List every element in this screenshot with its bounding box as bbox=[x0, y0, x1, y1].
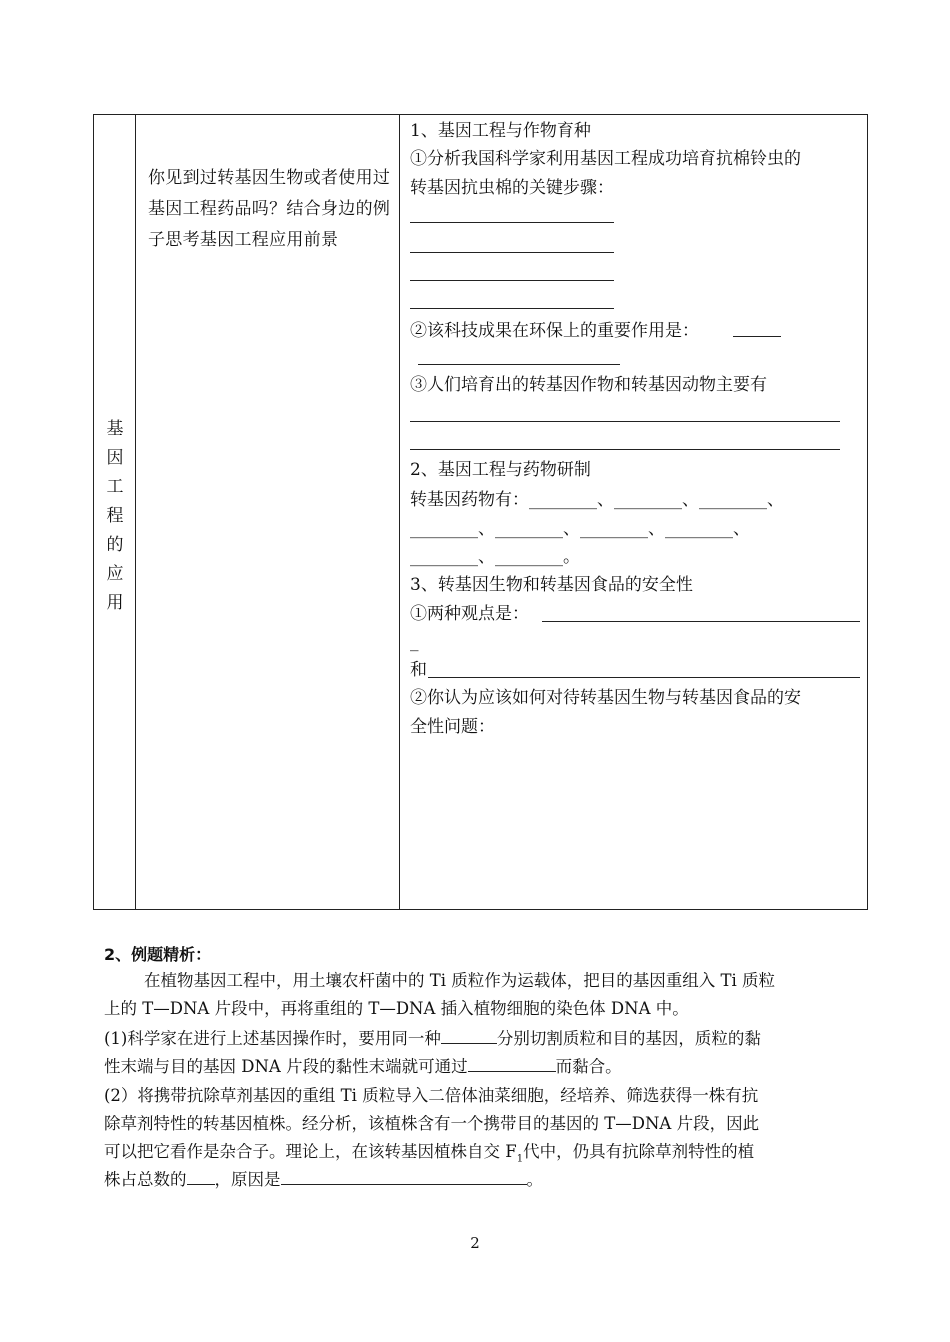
section-3-title: 3、转基因生物和转基因食品的安全性 bbox=[410, 575, 693, 595]
q1-text-d: 而黏合。 bbox=[555, 1057, 622, 1076]
topic-char: 的 bbox=[106, 535, 124, 555]
topic-char: 基 bbox=[106, 419, 124, 439]
section-1-title: 1、基因工程与作物育种 bbox=[410, 121, 591, 141]
answer-blank[interactable] bbox=[410, 280, 614, 281]
topic-char: 用 bbox=[106, 593, 124, 613]
q2-subscript: 1 bbox=[516, 1153, 524, 1165]
question-column bbox=[136, 115, 400, 909]
example-question-1-line2 bbox=[104, 1053, 852, 1081]
answer-blank[interactable] bbox=[441, 1027, 497, 1044]
example-question-2-line2: 除草剂特性的转基因植株。经分析，该植株含有一个携带目的基因的 T—DNA 片段，因此 bbox=[104, 1114, 760, 1133]
topic-char: 应 bbox=[106, 564, 124, 584]
q2-text-3a: 可以把它看作是杂合子。理论上，在该转基因植株自交 F bbox=[104, 1142, 517, 1161]
answer-blank[interactable] bbox=[468, 1055, 556, 1072]
s2-drugs-line2: ________、________、________、________、 bbox=[410, 519, 750, 539]
topic-char: 工 bbox=[106, 477, 124, 497]
answer-blank[interactable] bbox=[187, 1168, 215, 1185]
example-question-2-line1: (2）将携带抗除草剂基因的重组 Ti 质粒导入二倍体油菜细胞，经培养、筛选获得一株有抗 bbox=[104, 1086, 759, 1105]
example-question-1-line1 bbox=[104, 1025, 852, 1053]
s3-question-2-line1: ②你认为应该如何对待转基因生物与转基因食品的安 bbox=[410, 688, 801, 708]
s3-question-1: ①两种观点是： bbox=[410, 604, 529, 624]
answer-blank[interactable] bbox=[410, 252, 614, 253]
answer-blank[interactable] bbox=[410, 308, 614, 309]
s1-question-1-line2: 转基因抗虫棉的关键步骤： bbox=[410, 178, 614, 198]
s3-question-1-cont: _ bbox=[410, 632, 419, 652]
answer-blank[interactable] bbox=[542, 621, 860, 622]
answer-blank[interactable] bbox=[281, 1168, 527, 1185]
example-paragraph-line2: 上的 T—DNA 片段中，再将重组的 T—DNA 插入植物细胞的染色体 DNA 中。 bbox=[104, 999, 689, 1018]
page-number: 2 bbox=[470, 1234, 480, 1252]
answer-blank[interactable] bbox=[410, 222, 614, 223]
answer-blank[interactable] bbox=[733, 336, 781, 337]
q2-text-4a: 株占总数的 bbox=[104, 1170, 187, 1189]
s2-drugs-line1: 转基因药物有：________、________、________、 bbox=[410, 490, 784, 510]
answer-blank[interactable] bbox=[410, 421, 840, 422]
topic-column bbox=[94, 115, 136, 909]
example-question-2-line4 bbox=[104, 1166, 852, 1194]
topic-char: 因 bbox=[106, 448, 124, 468]
example-heading: 2、例题精析： bbox=[104, 945, 212, 964]
example-paragraph-line1: 在植物基因工程中，用土壤农杆菌中的 Ti 质粒作为运载体，把目的基因重组入 Ti 质粒 bbox=[144, 971, 776, 990]
s1-question-2: ②该科技成果在环保上的重要作用是： bbox=[410, 321, 699, 341]
topic-char: 程 bbox=[106, 506, 124, 526]
answer-blank[interactable] bbox=[418, 364, 620, 365]
s3-question-2-line2: 全性问题： bbox=[410, 717, 495, 737]
q1-text-b: 分别切割质粒和目的基因，质粒的黏 bbox=[496, 1029, 761, 1048]
s3-and-label: 和 bbox=[410, 660, 427, 680]
q1-text-a: (1)科学家在进行上述基因操作时，要用同一种 bbox=[104, 1029, 441, 1048]
lesson-table bbox=[93, 114, 868, 910]
s1-question-1-line1: ①分析我国科学家利用基因工程成功培育抗棉铃虫的 bbox=[410, 149, 801, 169]
answer-blank[interactable] bbox=[410, 449, 840, 450]
topic-label bbox=[94, 415, 136, 618]
section-2-title: 2、基因工程与药物研制 bbox=[410, 460, 591, 480]
q2-text-4c: 。 bbox=[526, 1170, 543, 1189]
guiding-question: 你见到过转基因生物或者使用过基因工程药品吗？结合身边的例子思考基因工程应用前景 bbox=[148, 168, 391, 250]
s2-drugs-line3: ________、________。 bbox=[410, 547, 580, 567]
s1-question-3: ③人们培育出的转基因作物和转基因动物主要有 bbox=[410, 375, 767, 395]
answer-blank[interactable] bbox=[428, 677, 860, 678]
q2-text-3b: 代中，仍具有抗除草剂特性的植 bbox=[523, 1142, 755, 1161]
content-column bbox=[400, 115, 867, 909]
q2-text-4b: ，原因是 bbox=[214, 1170, 281, 1189]
q1-text-c: 性末端与目的基因 DNA 片段的黏性末端就可通过 bbox=[104, 1057, 468, 1076]
